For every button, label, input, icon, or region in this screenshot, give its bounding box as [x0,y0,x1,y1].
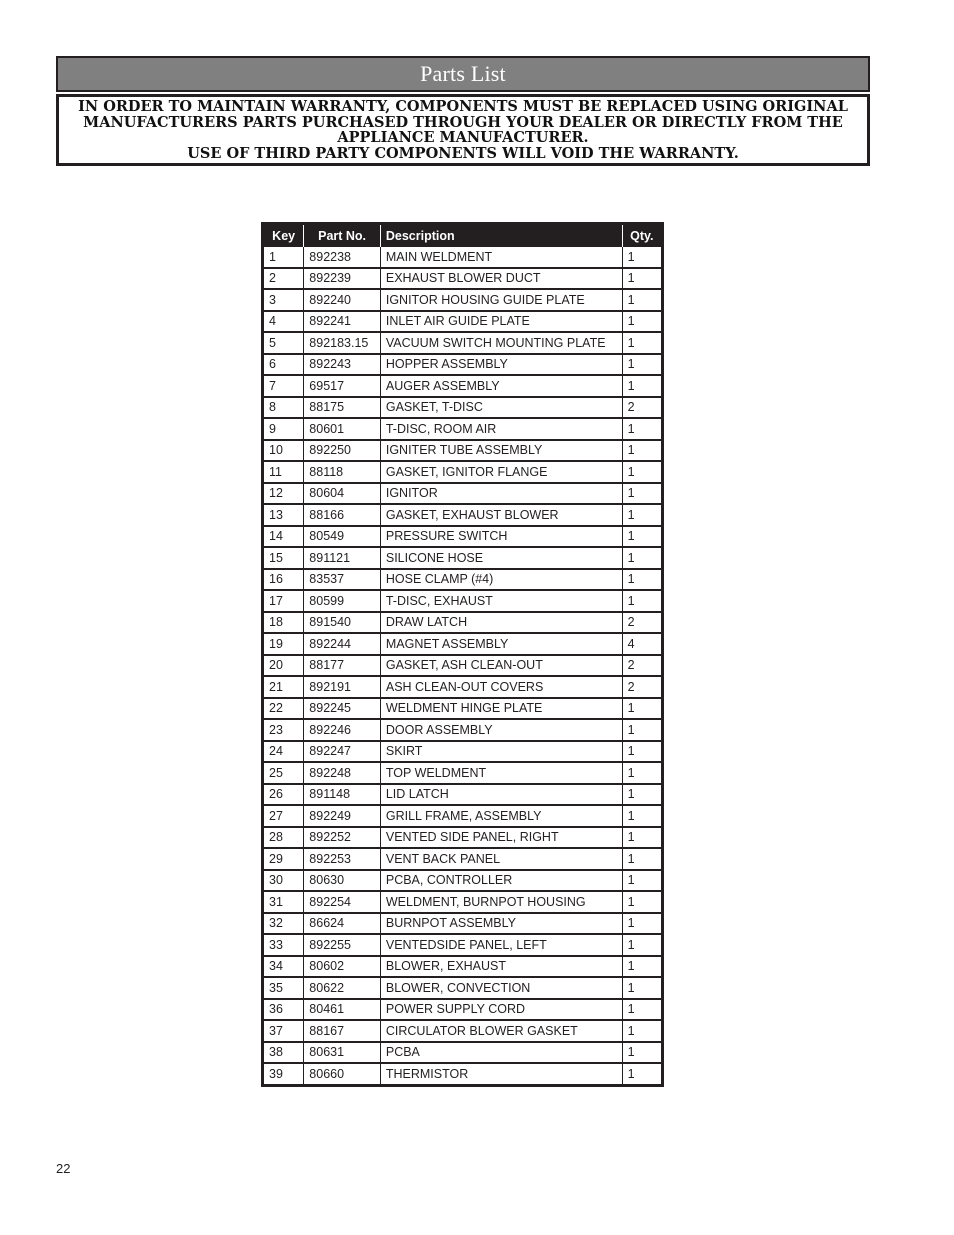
cell-qty: 1 [622,741,662,763]
cell-qty: 1 [622,1042,662,1064]
cell-key: 34 [263,956,304,978]
cell-description: AUGER ASSEMBLY [380,375,622,397]
warranty-warning [56,94,870,166]
cell-description: INLET AIR GUIDE PLATE [380,311,622,333]
cell-description: GASKET, IGNITOR FLANGE [380,461,622,483]
parts-table-body [263,247,663,1086]
cell-description: T-DISC, ROOM AIR [380,418,622,440]
cell-qty: 1 [622,375,662,397]
cell-part-no: 83537 [304,569,381,591]
cell-description: POWER SUPPLY CORD [380,999,622,1021]
cell-key: 21 [263,676,304,698]
table-row [263,526,663,548]
warning-line-3: APPLIANCE MANUFACTURER. [337,129,589,146]
cell-part-no: 892183.15 [304,332,381,354]
page-title-bar [56,56,870,92]
cell-qty: 1 [622,870,662,892]
cell-description: TOP WELDMENT [380,762,622,784]
cell-part-no: 892252 [304,827,381,849]
cell-part-no: 88166 [304,504,381,526]
cell-description: DOOR ASSEMBLY [380,719,622,741]
cell-part-no: 892246 [304,719,381,741]
cell-key: 5 [263,332,304,354]
cell-part-no: 892248 [304,762,381,784]
cell-qty: 1 [622,311,662,333]
cell-key: 19 [263,633,304,655]
table-row [263,870,663,892]
warning-line-2: MANUFACTURERS PARTS PURCHASED THROUGH YOUR DEALER OR DIRECTLY FROM THE [83,113,843,131]
column-header-part-no: Part No. [304,224,381,247]
cell-description: HOPPER ASSEMBLY [380,354,622,376]
cell-qty: 1 [622,698,662,720]
table-row [263,956,663,978]
cell-part-no: 892253 [304,848,381,870]
table-row [263,698,663,720]
cell-qty: 1 [622,332,662,354]
cell-key: 36 [263,999,304,1021]
cell-key: 33 [263,934,304,956]
cell-description: VENTEDSIDE PANEL, LEFT [380,934,622,956]
cell-description: T-DISC, EXHAUST [380,590,622,612]
page-title: Parts List [420,61,506,86]
cell-part-no: 80622 [304,977,381,999]
table-header-row [263,224,663,247]
cell-key: 11 [263,461,304,483]
cell-key: 20 [263,655,304,677]
cell-qty: 4 [622,633,662,655]
table-row [263,913,663,935]
cell-key: 17 [263,590,304,612]
cell-part-no: 80631 [304,1042,381,1064]
cell-key: 35 [263,977,304,999]
cell-key: 4 [263,311,304,333]
cell-description: VACUUM SWITCH MOUNTING PLATE [380,332,622,354]
cell-description: MAIN WELDMENT [380,247,622,268]
cell-part-no: 892255 [304,934,381,956]
table-row [263,247,663,268]
cell-part-no: 80601 [304,418,381,440]
table-row [263,547,663,569]
cell-part-no: 80660 [304,1063,381,1085]
table-row [263,483,663,505]
cell-qty: 1 [622,999,662,1021]
cell-qty: 2 [622,655,662,677]
cell-key: 8 [263,397,304,419]
cell-description: SILICONE HOSE [380,547,622,569]
table-row [263,397,663,419]
table-row [263,999,663,1021]
table-row [263,676,663,698]
cell-description: WELDMENT HINGE PLATE [380,698,622,720]
cell-qty: 1 [622,247,662,268]
cell-qty: 1 [622,1063,662,1085]
table-row [263,805,663,827]
table-row [263,1063,663,1085]
cell-qty: 1 [622,827,662,849]
cell-key: 38 [263,1042,304,1064]
cell-part-no: 892247 [304,741,381,763]
cell-key: 26 [263,784,304,806]
column-header-key: Key [263,224,304,247]
table-row [263,827,663,849]
cell-qty: 1 [622,418,662,440]
cell-part-no: 892240 [304,289,381,311]
table-row [263,354,663,376]
table-row [263,418,663,440]
table-row [263,784,663,806]
cell-qty: 1 [622,268,662,290]
cell-part-no: 88175 [304,397,381,419]
cell-key: 2 [263,268,304,290]
table-row [263,612,663,634]
cell-key: 6 [263,354,304,376]
cell-key: 28 [263,827,304,849]
cell-key: 14 [263,526,304,548]
cell-key: 10 [263,440,304,462]
page-number: 22 [56,1161,71,1176]
cell-key: 27 [263,805,304,827]
cell-part-no: 892249 [304,805,381,827]
cell-qty: 1 [622,956,662,978]
cell-description: GASKET, EXHAUST BLOWER [380,504,622,526]
table-row [263,762,663,784]
cell-key: 37 [263,1020,304,1042]
cell-part-no: 80630 [304,870,381,892]
cell-part-no: 892250 [304,440,381,462]
cell-key: 25 [263,762,304,784]
cell-description: PCBA [380,1042,622,1064]
cell-part-no: 80461 [304,999,381,1021]
cell-qty: 1 [622,977,662,999]
cell-qty: 1 [622,891,662,913]
cell-part-no: 80599 [304,590,381,612]
cell-description: PRESSURE SWITCH [380,526,622,548]
table-row [263,848,663,870]
table-row [263,741,663,763]
cell-qty: 1 [622,547,662,569]
cell-description: DRAW LATCH [380,612,622,634]
cell-qty: 1 [622,805,662,827]
cell-description: VENTED SIDE PANEL, RIGHT [380,827,622,849]
cell-key: 24 [263,741,304,763]
cell-description: SKIRT [380,741,622,763]
cell-qty: 1 [622,483,662,505]
table-row [263,655,663,677]
cell-description: PCBA, CONTROLLER [380,870,622,892]
cell-description: BURNPOT ASSEMBLY [380,913,622,935]
cell-part-no: 892243 [304,354,381,376]
warning-line-1: IN ORDER TO MAINTAIN WARRANTY, COMPONENTS MUST BE REPLACED USING ORIGINAL [78,98,848,115]
cell-part-no: 892254 [304,891,381,913]
cell-part-no: 891121 [304,547,381,569]
parts-table [261,222,664,1087]
cell-part-no: 69517 [304,375,381,397]
cell-qty: 1 [622,590,662,612]
cell-key: 16 [263,569,304,591]
cell-qty: 1 [622,934,662,956]
cell-description: THERMISTOR [380,1063,622,1085]
cell-qty: 1 [622,719,662,741]
cell-qty: 1 [622,354,662,376]
cell-qty: 2 [622,397,662,419]
table-row [263,504,663,526]
table-row [263,440,663,462]
cell-key: 18 [263,612,304,634]
cell-qty: 1 [622,1020,662,1042]
cell-key: 30 [263,870,304,892]
cell-part-no: 88177 [304,655,381,677]
cell-part-no: 80602 [304,956,381,978]
cell-qty: 1 [622,913,662,935]
column-header-qty: Qty. [622,224,662,247]
cell-description: ASH CLEAN-OUT COVERS [380,676,622,698]
table-row [263,1042,663,1064]
cell-key: 31 [263,891,304,913]
cell-description: BLOWER, EXHAUST [380,956,622,978]
table-row [263,268,663,290]
cell-part-no: 892245 [304,698,381,720]
cell-description: VENT BACK PANEL [380,848,622,870]
table-row [263,289,663,311]
cell-description: BLOWER, CONVECTION [380,977,622,999]
cell-key: 39 [263,1063,304,1085]
cell-qty: 1 [622,440,662,462]
cell-part-no: 80549 [304,526,381,548]
cell-key: 12 [263,483,304,505]
warning-line-4: USE OF THIRD PARTY COMPONENTS WILL VOID THE WARRANTY. [187,144,739,162]
cell-description: EXHAUST BLOWER DUCT [380,268,622,290]
cell-key: 23 [263,719,304,741]
cell-description: GRILL FRAME, ASSEMBLY [380,805,622,827]
cell-part-no: 892244 [304,633,381,655]
cell-qty: 1 [622,569,662,591]
table-row [263,590,663,612]
cell-part-no: 88167 [304,1020,381,1042]
cell-part-no: 891540 [304,612,381,634]
cell-key: 13 [263,504,304,526]
cell-qty: 1 [622,762,662,784]
cell-description: WELDMENT, BURNPOT HOUSING [380,891,622,913]
cell-description: IGNITOR [380,483,622,505]
cell-key: 3 [263,289,304,311]
cell-key: 32 [263,913,304,935]
table-row [263,461,663,483]
cell-part-no: 892191 [304,676,381,698]
cell-key: 29 [263,848,304,870]
cell-description: MAGNET ASSEMBLY [380,633,622,655]
table-row [263,891,663,913]
cell-key: 15 [263,547,304,569]
cell-description: IGNITER TUBE ASSEMBLY [380,440,622,462]
cell-description: LID LATCH [380,784,622,806]
table-row [263,977,663,999]
cell-qty: 1 [622,526,662,548]
cell-description: IGNITOR HOUSING GUIDE PLATE [380,289,622,311]
cell-qty: 1 [622,289,662,311]
cell-key: 7 [263,375,304,397]
cell-part-no: 88118 [304,461,381,483]
cell-part-no: 80604 [304,483,381,505]
cell-description: GASKET, ASH CLEAN-OUT [380,655,622,677]
cell-part-no: 86624 [304,913,381,935]
table-row [263,569,663,591]
table-row [263,719,663,741]
cell-qty: 2 [622,676,662,698]
cell-key: 1 [263,247,304,268]
cell-key: 9 [263,418,304,440]
table-row [263,633,663,655]
table-row [263,375,663,397]
table-row [263,311,663,333]
cell-part-no: 891148 [304,784,381,806]
cell-key: 22 [263,698,304,720]
table-row [263,934,663,956]
cell-description: HOSE CLAMP (#4) [380,569,622,591]
cell-qty: 1 [622,784,662,806]
cell-qty: 1 [622,848,662,870]
cell-part-no: 892238 [304,247,381,268]
cell-qty: 1 [622,504,662,526]
cell-description: CIRCULATOR BLOWER GASKET [380,1020,622,1042]
cell-part-no: 892241 [304,311,381,333]
cell-qty: 2 [622,612,662,634]
cell-part-no: 892239 [304,268,381,290]
table-row [263,332,663,354]
table-row [263,1020,663,1042]
cell-qty: 1 [622,461,662,483]
column-header-description: Description [380,224,622,247]
cell-description: GASKET, T-DISC [380,397,622,419]
